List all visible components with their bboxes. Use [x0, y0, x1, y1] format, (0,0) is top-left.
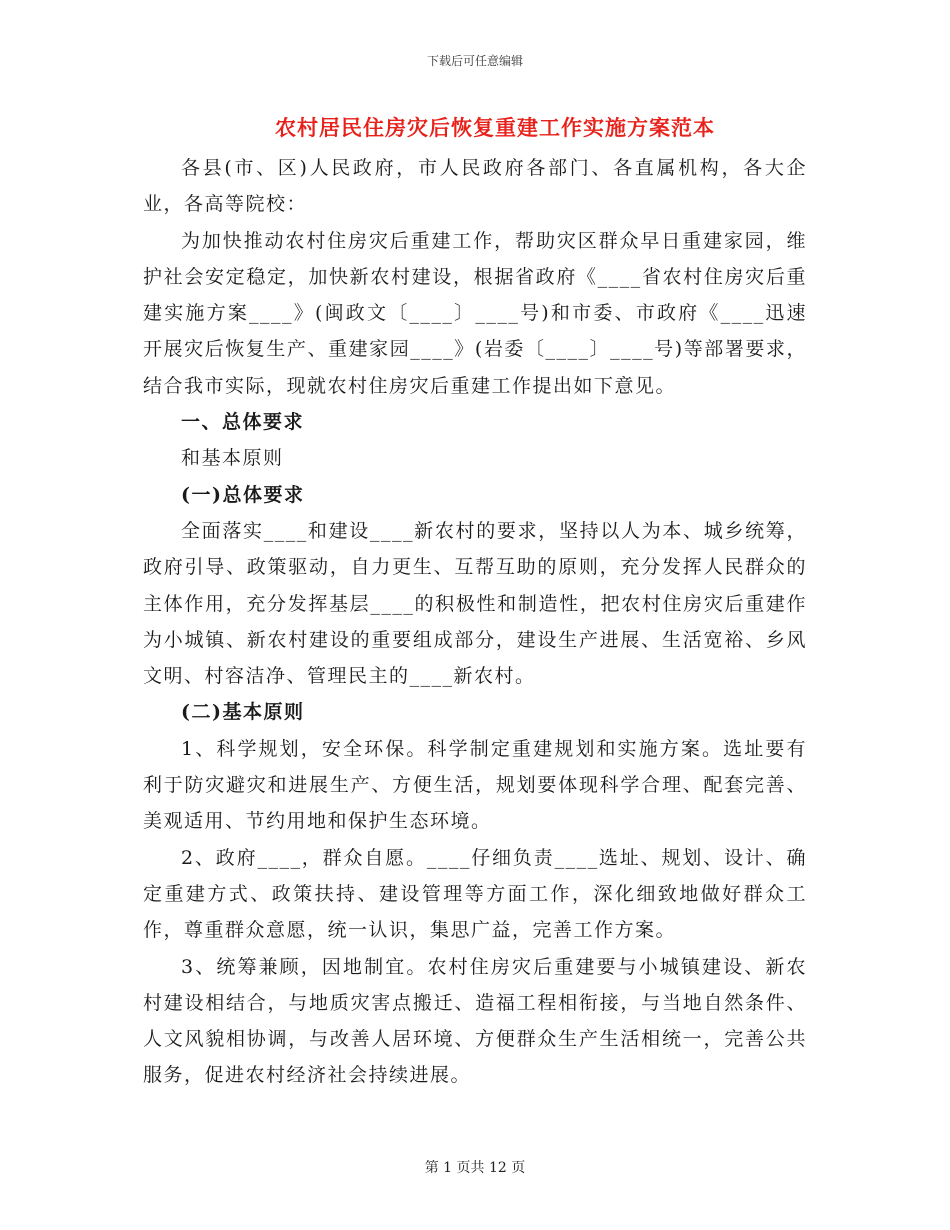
- body-paragraph: 1、科学规划，安全环保。科学制定重建规划和实施方案。选址要有利于防灾避灾和进展生产、方便生活，规划要体现科学合理、配套完善、美观适用、节约用地和保护生态环境。: [143, 737, 807, 833]
- page-number-footer: 第 1 页共 12 页: [424, 1160, 526, 1176]
- document-body: [143, 150, 807, 1094]
- section-heading: 一、总体要求: [181, 411, 305, 434]
- body-paragraph: 和基本原则: [181, 447, 284, 470]
- document-title: 农村居民住房灾后恢复重建工作实施方案范本: [275, 115, 715, 140]
- body-paragraph: 全面落实____和建设____新农村的要求，坚持以人为本、城乡统筹，政府引导、政策驱动，自力更生、互帮互助的原则，充分发挥人民群众的主体作用，充分发挥基层____的积极性和制造性，把农村住房灾后重建作为小城镇、新农村建设的重要组成部分，建设生产进展、生活宽裕、乡风文明、村容洁净、管理民主的____新农村。: [143, 519, 807, 688]
- page-header-note: 下载后可任意编辑: [426, 54, 523, 68]
- body-paragraph: 各县(市、区)人民政府，市人民政府各部门、各直属机构，各大企业，各高等院校：: [143, 157, 807, 216]
- body-paragraph: 为加快推动农村住房灾后重建工作，帮助灾区群众早日重建家园，维护社会安定稳定，加快新农村建设，根据省政府《____省农村住房灾后重建实施方案____》(闽政文〔____〕____号)和市委、市政府《____迅速开展灾后恢复生产、重建家园____》(岩委〔____〕____号)等部署要求，结合我市实际，现就农村住房灾后重建工作提出如下意见。: [143, 229, 807, 397]
- body-paragraph: 2、政府____，群众自愿。____仔细负责____选址、规划、设计、确定重建方式、政策扶持、建设管理等方面工作，深化细致地做好群众工作，尊重群众意愿，统一认识，集思广益，完善工作方案。: [143, 846, 807, 942]
- subsection-heading: (一)总体要求: [181, 483, 305, 506]
- subsection-heading: (二)基本原则: [181, 701, 305, 724]
- body-paragraph: 3、统筹兼顾，因地制宜。农村住房灾后重建要与小城镇建设、新农村建设相结合，与地质灾害点搬迁、造福工程相衔接，与当地自然条件、人文风貌相协调，与改善人居环境、方便群众生产生活相统一，完善公共服务，促进农村经济社会持续进展。: [143, 955, 807, 1087]
